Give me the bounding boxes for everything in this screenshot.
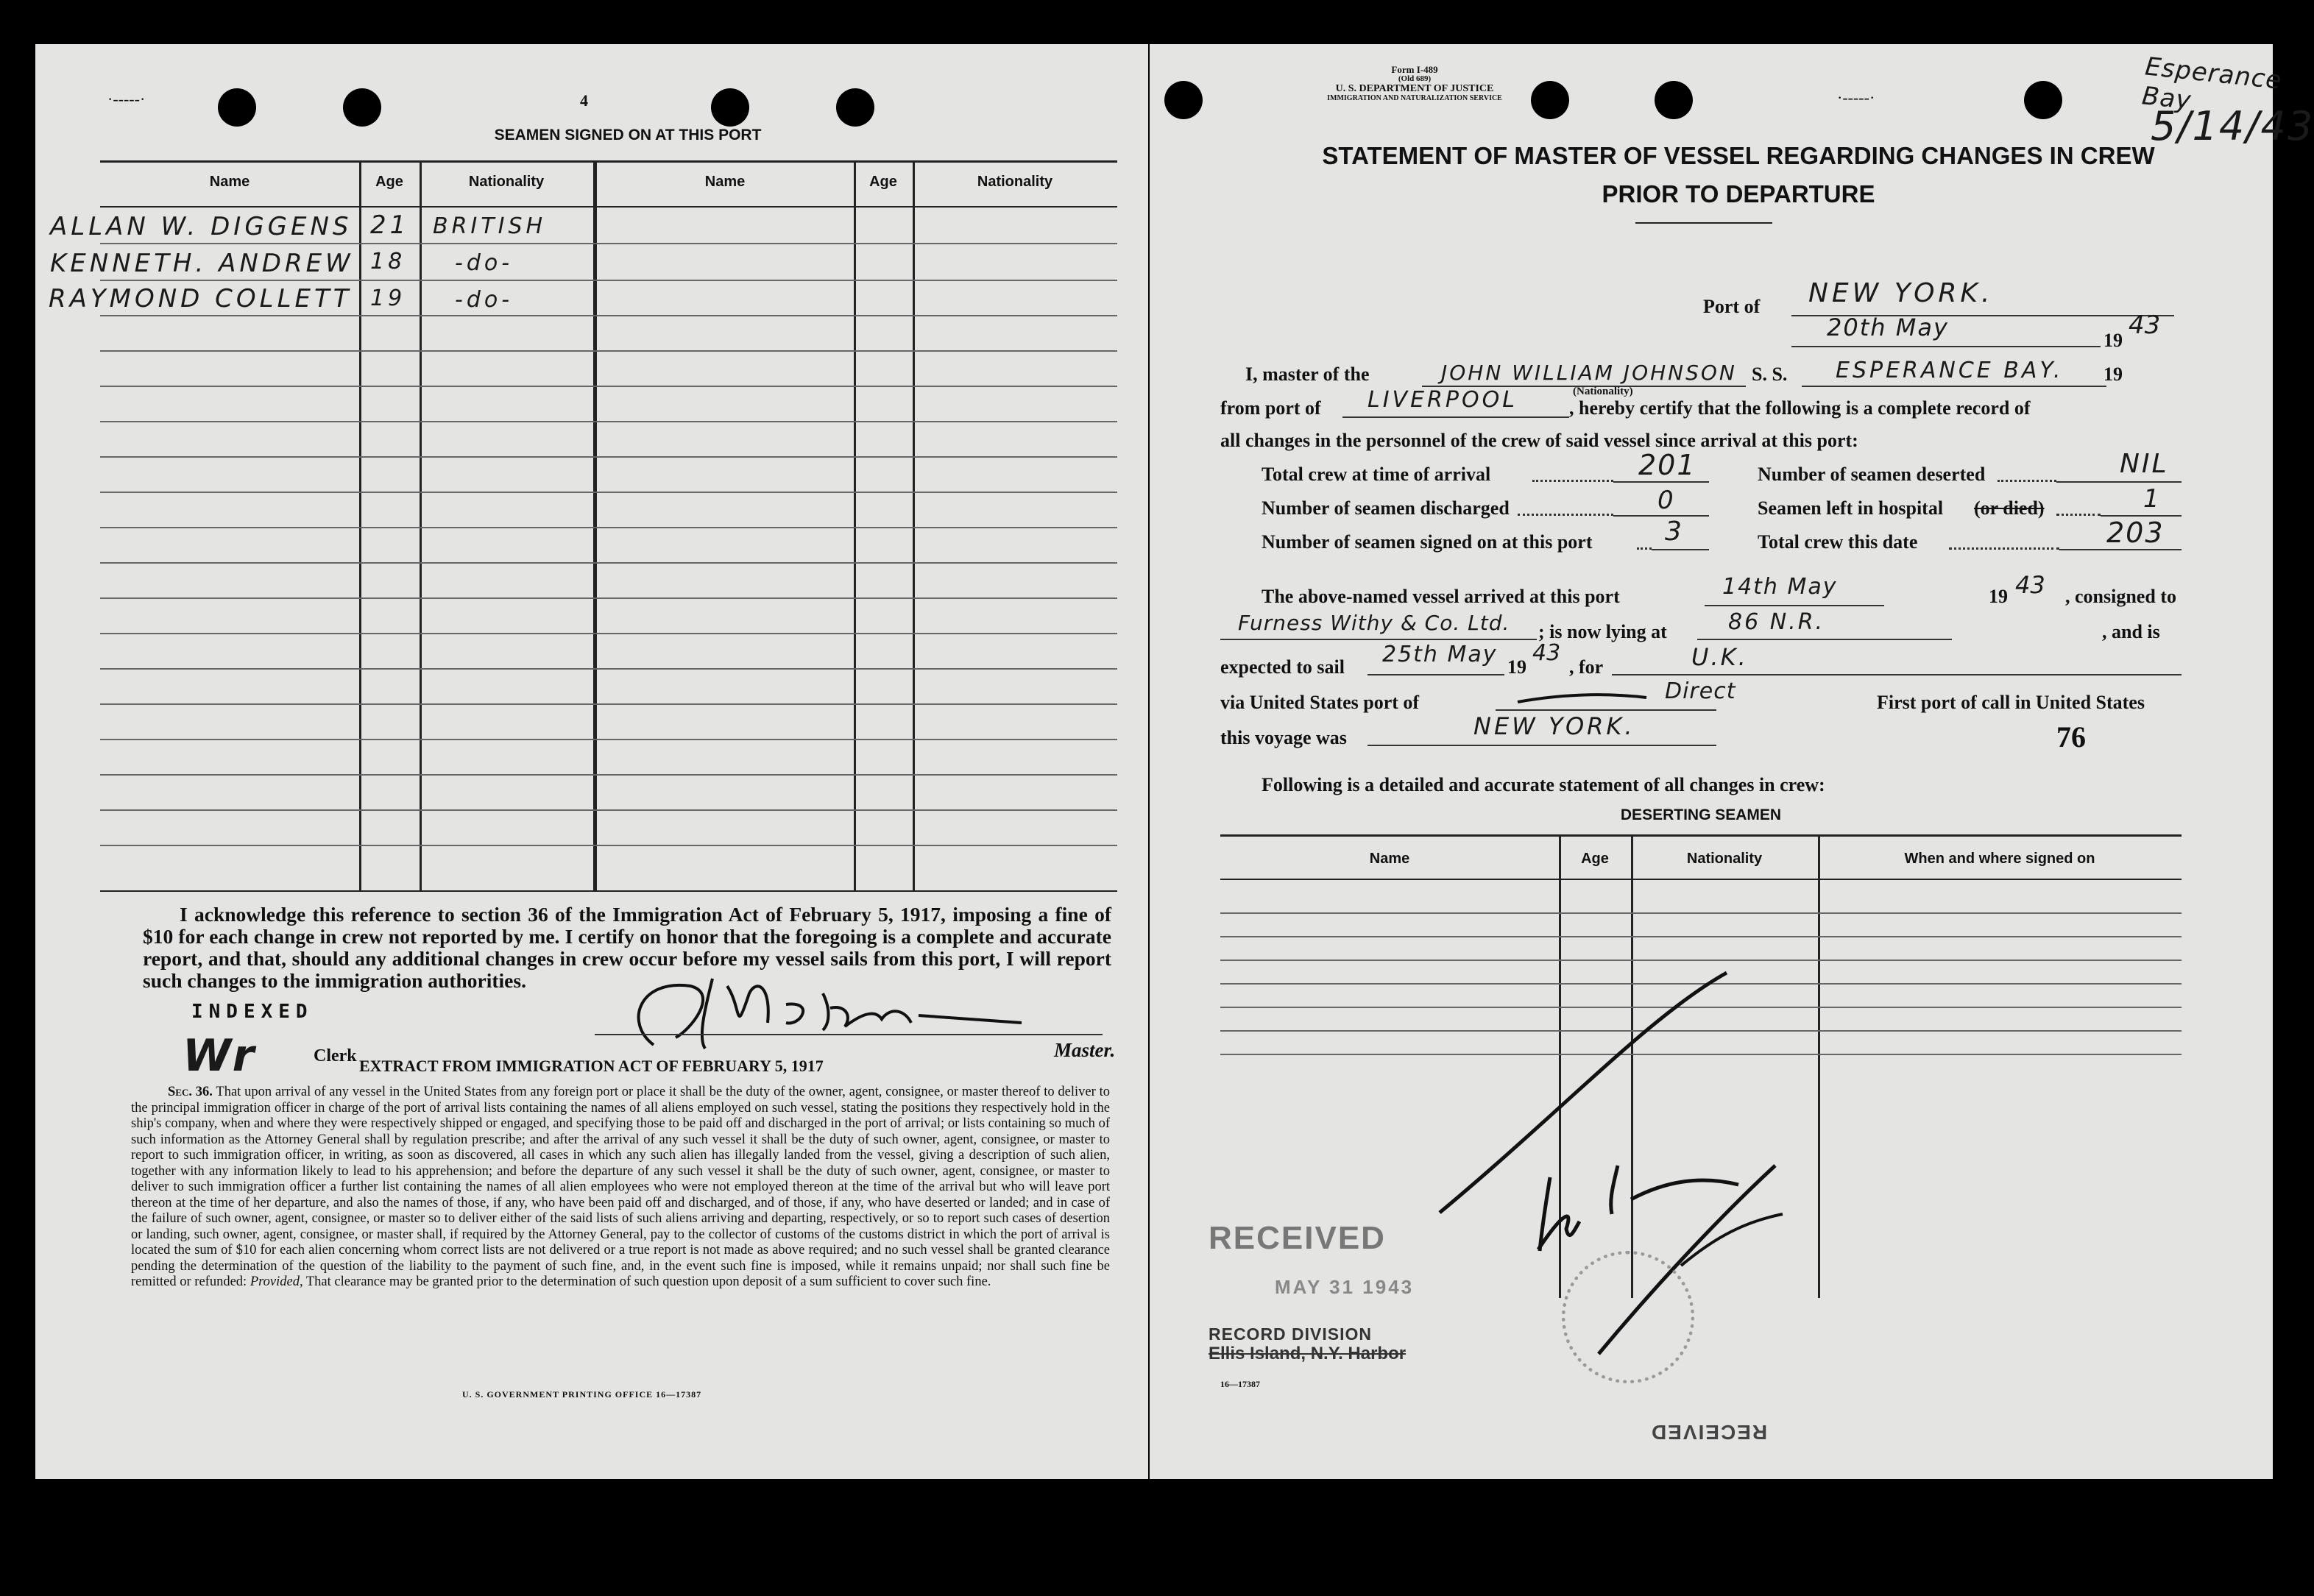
form-header (1267, 65, 1562, 103)
first-port-label: First port of call in United States (1877, 692, 2145, 713)
punch-hole (1655, 81, 1693, 119)
ellis-island: Ellis Island, N.Y. Harbor (1209, 1344, 1407, 1363)
deserted-value: NIL (2120, 449, 2169, 479)
service-name: IMMIGRATION AND NATURALIZATION SERVICE (1327, 94, 1502, 102)
expected-label: expected to sail (1220, 656, 1345, 678)
voyage-underline (1367, 745, 1716, 746)
title-rule (1635, 222, 1772, 224)
col-header-name: Name (704, 174, 746, 190)
row-rule (100, 562, 1117, 564)
via-underline (1496, 709, 1716, 711)
seaman-nationality: BRITISH (433, 213, 547, 239)
expected-underline (1367, 674, 1504, 675)
punch-hole (343, 88, 381, 127)
row-rule (100, 774, 1117, 776)
seaman-nationality: -do- (455, 250, 514, 276)
via-label: via United States port of (1220, 692, 1420, 713)
total-crew-arrival-value: 201 (1638, 449, 1696, 481)
for-value: U.K. (1691, 643, 1748, 671)
received-date: MAY 31 1943 (1275, 1276, 1415, 1298)
expected-date: 25th May (1382, 642, 1498, 667)
row-rule (100, 280, 1117, 281)
arrival-underline (1705, 605, 1884, 606)
lying-value: 86 N.R. (1728, 609, 1825, 635)
date-underline (1791, 346, 2101, 347)
gpo-line: U. S. GOVERNMENT PRINTING OFFICE 16—17387 (462, 1389, 702, 1400)
received-stamp: RECEIVED (1209, 1220, 1386, 1256)
master-intro: I, master of the (1245, 363, 1370, 385)
row-rule (100, 703, 1117, 705)
table-top-rule (100, 160, 1117, 163)
clerk-label: Clerk (314, 1046, 357, 1065)
form-title-line-2: PRIOR TO DEPARTURE (1602, 180, 1875, 208)
corner-date: 5/14/43 (2151, 103, 2314, 149)
year-suffix: 43 (2129, 311, 2161, 340)
nationality-caption: (Nationality) (1573, 386, 1633, 397)
value-underline (1652, 549, 1709, 550)
col-divider (359, 160, 361, 892)
extract-title: EXTRACT FROM IMMIGRATION ACT OF FEBRUARY 5, 1917 (359, 1057, 824, 1075)
arrival-year-prefix: 19 (1989, 586, 2008, 607)
signed-on-label: Number of seamen signed on at this port (1262, 531, 1593, 553)
row-rule (100, 739, 1117, 740)
from-port-value: LIVERPOOL (1367, 387, 1518, 413)
col-header-name: Name (1369, 851, 1410, 867)
section-36-lead: Sec. 36. (168, 1085, 213, 1099)
voyage-label: this voyage was (1220, 727, 1347, 748)
hospital-value: 1 (2143, 484, 2163, 514)
date-value: 20th May (1827, 313, 1949, 341)
corner-mark: ·-----· (1837, 88, 1875, 107)
row-rule (100, 633, 1117, 634)
ship-value: ESPERANCE BAY. (1836, 358, 2064, 383)
mirrored-stamp: RECEIVED (1650, 1421, 1768, 1444)
row-rule (100, 386, 1117, 387)
deserted-label: Number of seamen deserted (1758, 464, 1986, 485)
record-division: RECORD DIVISION (1209, 1324, 1373, 1344)
col-header-age: Age (375, 174, 403, 190)
ship-underline (1802, 386, 2106, 387)
certify-text: , hereby certify that the following is a complete record of (1569, 397, 2031, 419)
value-underline (2056, 481, 2182, 483)
consigned-label: , consigned to (2065, 586, 2176, 607)
certify-text-2: all changes in the personnel of the crew of said vessel since arrival at this port: (1220, 430, 1858, 451)
col-header-age: Age (1581, 851, 1609, 867)
punch-hole (836, 88, 874, 127)
leader-dots (1998, 480, 2056, 482)
row-rule (1220, 936, 2182, 937)
arrival-date: 14th May (1722, 574, 1838, 600)
seaman-nationality: -do- (455, 287, 514, 313)
col-header-signed-on: When and where signed on (1904, 851, 2095, 867)
punch-hole (2024, 81, 2062, 119)
seaman-name: ALLAN W. DIGGENS (50, 212, 353, 241)
leader-dots (2056, 514, 2101, 516)
seaman-age: 19 (370, 285, 406, 311)
form-title-line-1: STATEMENT OF MASTER OF VESSEL REGARDING CHANGES IN CREW (1322, 142, 2155, 169)
row-rule (100, 243, 1117, 244)
corner-mark: ·-----· (107, 90, 146, 108)
row-rule (100, 492, 1117, 493)
total-crew-date-value: 203 (2106, 517, 2165, 549)
ss-label: S. S. (1752, 363, 1788, 385)
seaman-age: 21 (370, 210, 410, 240)
right-page (1150, 44, 2314, 1479)
leader-dots (1518, 514, 1613, 516)
footer-code: 16—17387 (1220, 1379, 1260, 1389)
col-header-nationality: Nationality (1686, 851, 1763, 867)
table-bottom-rule (100, 890, 1117, 892)
form-number: Form I-489 (1391, 64, 1438, 75)
lying-label: ; is now lying at (1538, 621, 1667, 642)
col-divider (913, 160, 915, 892)
from-port-label: from port of (1220, 397, 1321, 419)
row-rule (100, 809, 1117, 811)
section-36-provided: Provided, (250, 1274, 303, 1289)
arrival-text: The above-named vessel arrived at this port (1262, 586, 1620, 607)
arrival-year: 43 (2015, 571, 2045, 599)
section-title: SEAMEN SIGNED ON AT THIS PORT (494, 127, 762, 143)
col-header-name: Name (209, 174, 250, 190)
table-header-rule (1220, 879, 2182, 880)
total-crew-arrival-label: Total crew at time of arrival (1262, 464, 1491, 485)
hospital-label: Seamen left in hospital (1758, 497, 1944, 519)
table-header-rule (100, 206, 1117, 208)
following-text: Following is a detailed and accurate statement of all changes in crew: (1262, 774, 1825, 795)
discharged-label: Number of seamen discharged (1262, 497, 1510, 519)
round-seal (1562, 1251, 1694, 1383)
row-rule (1220, 912, 2182, 914)
year-prefix-2: 19 (2104, 363, 2123, 385)
row-rule (100, 845, 1117, 846)
for-label: , for (1569, 656, 1604, 678)
punch-hole (711, 88, 749, 127)
port-label: Port of (1703, 296, 1761, 317)
signature-line (595, 1034, 1103, 1035)
and-is-label: , and is (2102, 621, 2160, 642)
seaman-age: 18 (370, 249, 406, 274)
lying-underline (1697, 639, 1952, 640)
row-rule (100, 668, 1117, 670)
leader-dots (1949, 547, 2059, 550)
clerk-initials: Wr (183, 1030, 258, 1082)
leader-dots (1637, 547, 1652, 550)
section-36-body: That upon arrival of any vessel in the United States from any foreign port or place it shall be the duty of the owner, agent, consignee, or master thereof to deliver to the principal immigration officer in charge of the port of arrival lists containing the names of all aliens employed on such vessel, stating the positions they respectively hold in the ship's company, when and where they were respectively shipped or engaged, and specifying those to be paid off and discharged in the port of arrival; or lists containing so much of such information as the Attorney General shall by regulation prescribe; and after the arrival of any such vessel it shall be the duty of such owner, agent, consignee, or master to report to such immigration officer, in writing, as soon as discovered, all cases in which any such alien has illegally landed from the vessel, giving a description of such alien, together with any information likely to lead to his apprehension; and before the departure of any such vessel it shall be the duty of such owner, agent, consignee, or master to deliver to such immigration officer a further list containing the names of all alien employees who were not employed thereon at the time of the arrival but who will leave port thereon at the time of her departure, and also the names of those, if any, who have been paid off and discharged, and of those, if any, who have deserted or landed; and in case of the failure of such owner, agent, consignee, or master so to deliver either of the said lists of such aliens arriving and departing, respectively, or so to report such cases of desertion or landing, such owner, agent, consignee, or master shall, if required by the Attorney General, pay to the collector of customs of the customs district in which the port of arrival is located the sum of $10 for each alien concerning whom correct lists are not delivered or a true report is not made as above required; and no such vessel shall be granted clearance pending the determination of the question of the liability to the payment of such fine, and, in the event such fine is imposed, while it remains unpaid; nor shall such fine be remitted or refunded: (131, 1085, 1110, 1289)
nationality-value: JOHN WILLIAM JOHNSON (1441, 361, 1737, 385)
consignee-value: Furness Withy & Co. Ltd. (1238, 611, 1510, 635)
col-header-nationality: Nationality (977, 174, 1053, 190)
row-rule (100, 456, 1117, 458)
leader-dots (1532, 480, 1613, 482)
section-36-tail: That clearance may be granted prior to the determination of such question upon deposit of a sum sufficient to cover such fine. (305, 1274, 991, 1289)
value-underline (1613, 481, 1709, 483)
expected-year-prefix: 19 (1507, 656, 1526, 678)
row-rule (100, 315, 1117, 316)
indexed-stamp: INDEXED (191, 1001, 314, 1023)
seaman-name: KENNETH. ANDREW (50, 249, 354, 278)
punch-hole (218, 88, 256, 127)
discharged-value: 0 (1657, 486, 1677, 515)
master-signature (609, 964, 1066, 1060)
col-divider-double (593, 160, 597, 892)
port-value: NEW YORK. (1808, 278, 1994, 308)
row-rule (100, 527, 1117, 528)
row-rule (100, 350, 1117, 352)
hospital-struck-text: (or died) (1974, 497, 2045, 519)
col-divider (420, 160, 422, 892)
expected-year: 43 (1532, 640, 1561, 666)
for-underline (1612, 674, 2182, 675)
form-old-number: (Old 689) (1398, 74, 1432, 83)
master-label: Master. (1054, 1039, 1116, 1061)
table-top-rule (1220, 834, 2182, 837)
seaman-name: RAYMOND COLLETT (49, 284, 353, 313)
signed-on-value: 3 (1665, 517, 1685, 547)
total-crew-date-label: Total crew this date (1758, 531, 1918, 553)
nil-scrawl (1532, 1199, 1544, 1200)
department-name: U. S. DEPARTMENT OF JUSTICE (1335, 83, 1494, 94)
col-header-nationality: Nationality (468, 174, 545, 190)
value-underline (1613, 515, 1709, 517)
col-divider (854, 160, 856, 892)
row-rule (100, 421, 1117, 422)
form-title (1282, 137, 2195, 213)
voyage-value: NEW YORK. (1473, 712, 1635, 740)
year-prefix: 19 (2104, 330, 2123, 351)
deserting-title: DESERTING SEAMEN (1620, 806, 1782, 823)
row-rule (100, 597, 1117, 599)
col-header-age: Age (869, 174, 897, 190)
via-dash-stroke (1518, 686, 1650, 708)
page-mark: 76 (2056, 720, 2086, 753)
punch-hole (1164, 81, 1203, 119)
via-value: Direct (1665, 678, 1736, 704)
section-36-text (131, 1085, 1110, 1291)
left-page (35, 44, 1148, 1479)
consignee-underline (1220, 639, 1537, 640)
acknowledgement-text: I acknowledge this reference to section 36 of the Immigration Act of February 5, 1917, imposing a fine of $10 for each change in crew not reported by me. I certify on honor that the foregoing is a complete and accurate report, and that, should any additional changes in crew occur before my vessel sails from this port, I will report such changes to the immigration authorities. (143, 903, 1111, 992)
page-number: 4 (580, 91, 588, 110)
corner-annotation: Esperance Bay (2140, 52, 2284, 116)
value-underline (2059, 549, 2182, 550)
from-port-underline (1342, 416, 1569, 418)
